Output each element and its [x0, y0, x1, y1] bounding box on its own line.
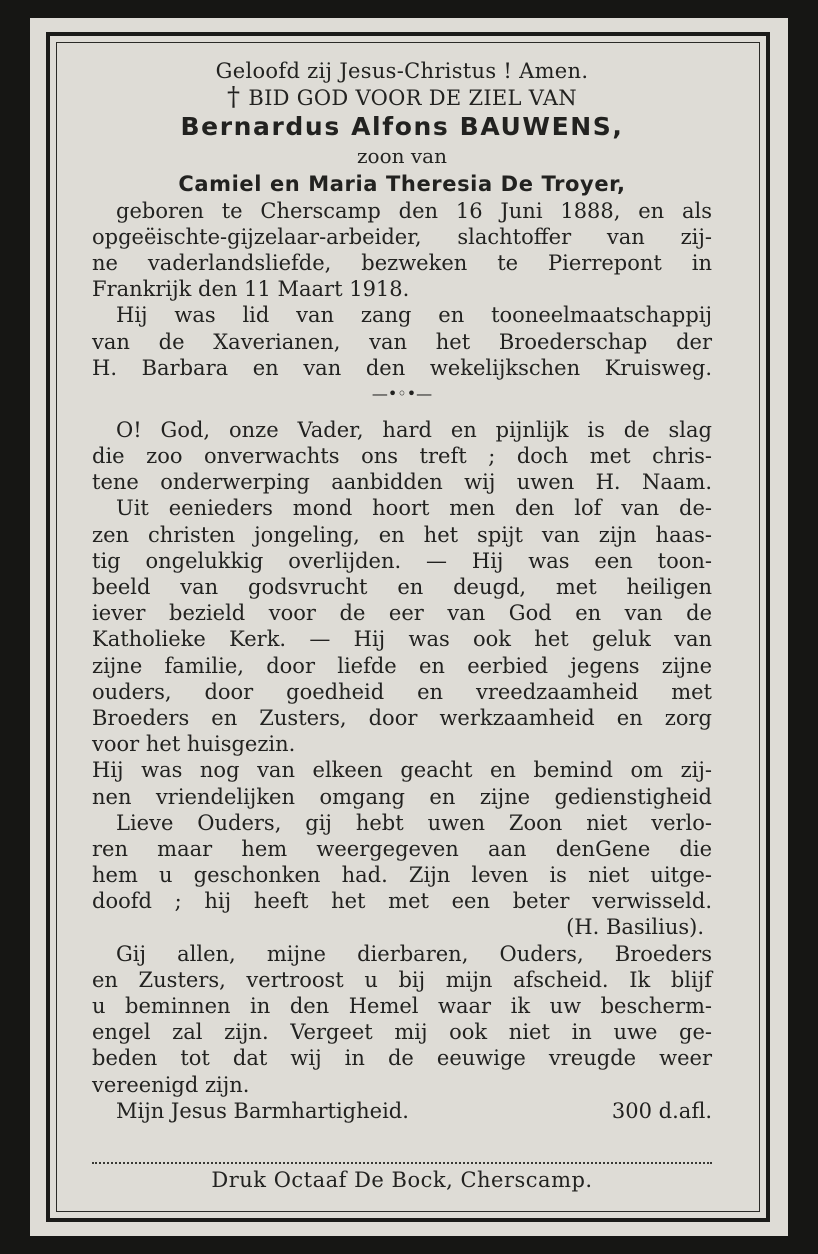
dotted-divider — [92, 1162, 712, 1164]
body-line: zen christen jongeling, en het spijt van zijn haas- — [92, 522, 712, 547]
bio-line: opgeëischte-gijzelaar-arbeider, slachtoffer van zij- — [92, 224, 712, 249]
member-line: van de Xaverianen, van het Broederschap der — [92, 329, 712, 354]
farewell-line: vereenigd zijn. — [92, 1072, 250, 1097]
closing-invocation: Mijn Jesus Barmhartigheid. — [116, 1098, 409, 1123]
body-line: hem u geschonken had. Zijn leven is niet uitge- — [92, 863, 712, 888]
bio-line: Frankrijk den 11 Maart 1918. — [92, 277, 410, 302]
indulgence-note: 300 d.afl. — [611, 1098, 712, 1123]
body-line: beeld van godsvrucht en deugd, met heiligen — [92, 575, 712, 600]
farewell-line: u beminnen in den Hemel waar ik uw bescherm- — [92, 994, 712, 1019]
quote-attribution: (H. Basilius). — [566, 915, 704, 940]
farewell-line: engel zal zijn. Vergeet mij ook niet in uwe ge- — [92, 1020, 712, 1045]
praise-line: Geloofd zij Jesus-Christus ! Amen. — [215, 59, 589, 83]
card-text — [92, 58, 712, 1126]
body-line: Broeders en Zusters, door werkzaamheid en zorg — [92, 705, 712, 730]
prayer-line — [92, 84, 712, 111]
membership — [92, 302, 712, 381]
body-line: tene onderwerping aanbidden wij uwen H. Naam. — [92, 470, 712, 495]
prayer-text: BID GOD VOOR DE ZIEL VAN — [248, 86, 577, 111]
farewell-line: beden tot dat wij in de eeuwige vreugde weer — [92, 1046, 712, 1071]
body-line: iever bezield voor de eer van God en van de — [92, 601, 712, 626]
body-line: Hij was nog van elkeen geacht en bemind om zij- — [92, 758, 712, 783]
son-of-line: zoon van — [357, 144, 447, 169]
farewell-text — [92, 941, 712, 1098]
body-line: ren maar hem weergegeven aan denGene die — [92, 836, 712, 861]
body-line: Lieve Ouders, gij hebt uwen Zoon niet verlo- — [116, 810, 712, 835]
printer-credit: Druk Octaaf De Bock, Cherscamp. — [211, 1168, 593, 1192]
biography — [92, 198, 712, 303]
body-line: zijne familie, door liefde en eerbied jegens zijne — [92, 653, 712, 678]
body-line: Katholieke Kerk. — Hij was ook het geluk van — [92, 627, 712, 652]
body-line: nen vriendelijken omgang en zijne gedienstigheid — [92, 784, 712, 809]
body-line: die zoo onverwachts ons treft ; doch met chris- — [92, 444, 712, 469]
body-line: voor het huisgezin. — [92, 732, 296, 757]
body-line: tig ongelukkig overlijden. — Hij was een toon- — [92, 548, 712, 573]
bio-line: ne vaderlandsliefde, bezweken te Pierrepont in — [92, 250, 712, 275]
bio-line: geboren te Cherscamp den 16 Juni 1888, en als — [116, 198, 712, 223]
farewell-line: en Zusters, vertroost u bij mijn afscheid. Ik blijf — [92, 967, 712, 992]
member-line: Hij was lid van zang en tooneelmaatschappij — [116, 303, 712, 328]
body-line: Uit eenieders mond hoort men den lof van de- — [116, 496, 712, 521]
deceased-name: Bernardus Alfons BAUWENS, — [180, 112, 624, 142]
body-line: doofd ; hij heeft het met een beter verwisseld. — [92, 889, 712, 914]
body-line: O! God, onze Vader, hard en pijnlijk is de slag — [116, 417, 712, 442]
prayer-body — [92, 417, 712, 915]
farewell-line: Gij allen, mijne dierbaren, Ouders, Broeders — [116, 941, 712, 966]
body-line: ouders, door goedheid en vreedzaamheid met — [92, 679, 712, 704]
ornament-divider-icon: —•◦•— — [371, 383, 433, 403]
parents-name: Camiel en Maria Theresia De Troyer, — [178, 171, 626, 196]
closing-row — [92, 1098, 712, 1126]
cross-icon: † — [227, 82, 241, 113]
member-line: H. Barbara en van den wekelijkschen Kruisweg. — [92, 355, 712, 380]
